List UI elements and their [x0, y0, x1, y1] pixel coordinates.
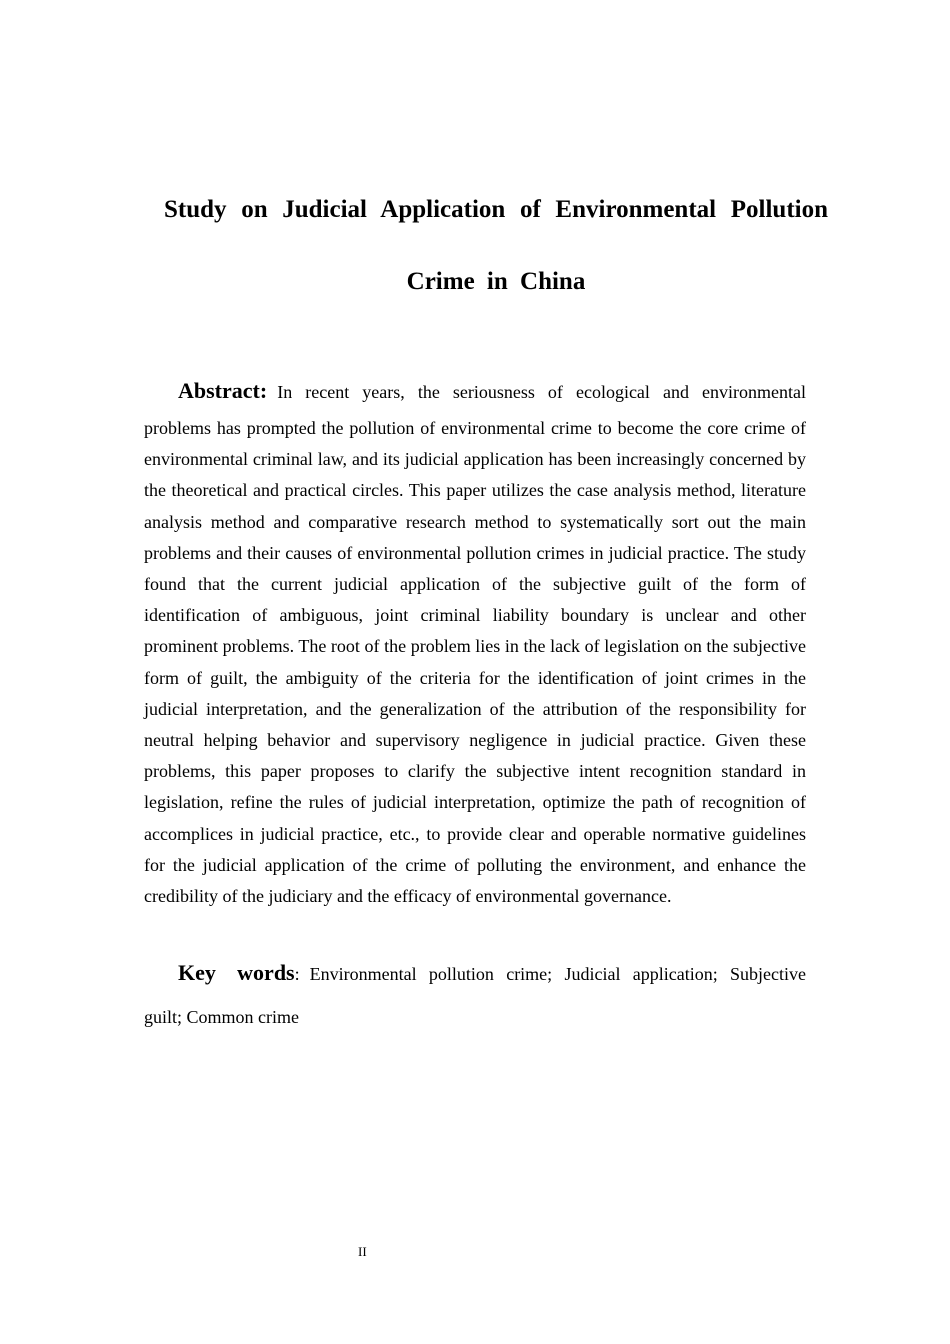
- abstract-label: Abstract:: [178, 378, 268, 403]
- keywords-first-line-text: Environmental pollution crime; Judicial application; Subjective: [309, 964, 806, 984]
- keywords-label: Key words: [178, 960, 295, 985]
- title-line-2: Crime in China: [406, 268, 586, 295]
- keywords-section: [144, 951, 806, 1039]
- keywords-second-line: guilt; Common crime: [144, 1007, 299, 1027]
- keywords-colon: :: [294, 964, 300, 984]
- keywords-first-line: [144, 951, 806, 996]
- abstract-section: [144, 370, 806, 912]
- abstract-first-line-text: In recent years, the seriousness of ecological and environmental: [277, 382, 806, 402]
- abstract-first-line: [144, 370, 806, 413]
- abstract-body: problems has prompted the pollution of environmental crime to become the core crime of environmental criminal law, and its judicial application has been increasingly concerned by the theoretical and practical circles. This paper utilizes the case analysis method, literature analysis method and comparative research method to systematically sort out the main problems and their causes of environmental pollution crimes in judicial practice. The study found that the current judicial application of the subjective guilt of the form of identification of ambiguous, joint criminal liability boundary is unclear and other prominent problems. The root of the problem lies in the lack of legislation on the subjective form of guilt, the ambiguity of the criteria for the identification of joint crimes in the judicial interpretation, and the generalization of the attribution of the responsibility for neutral helping behavior and supervisory negligence in judicial practice. Given these problems, this paper proposes to clarify the subjective intent recognition standard in legislation, refine the rules of judicial interpretation, optimize the path of recognition of accomplices in judicial practice, etc., to provide clear and operable normative guidelines for the judicial application of the crime of polluting the environment, and enhance the credibility of the judiciary and the efficacy of environmental governance.: [144, 418, 806, 907]
- paper-title: [144, 174, 848, 318]
- page-number: II: [358, 1244, 367, 1259]
- title-line-1: Study on Judicial Application of Environmental Pollution: [164, 196, 828, 223]
